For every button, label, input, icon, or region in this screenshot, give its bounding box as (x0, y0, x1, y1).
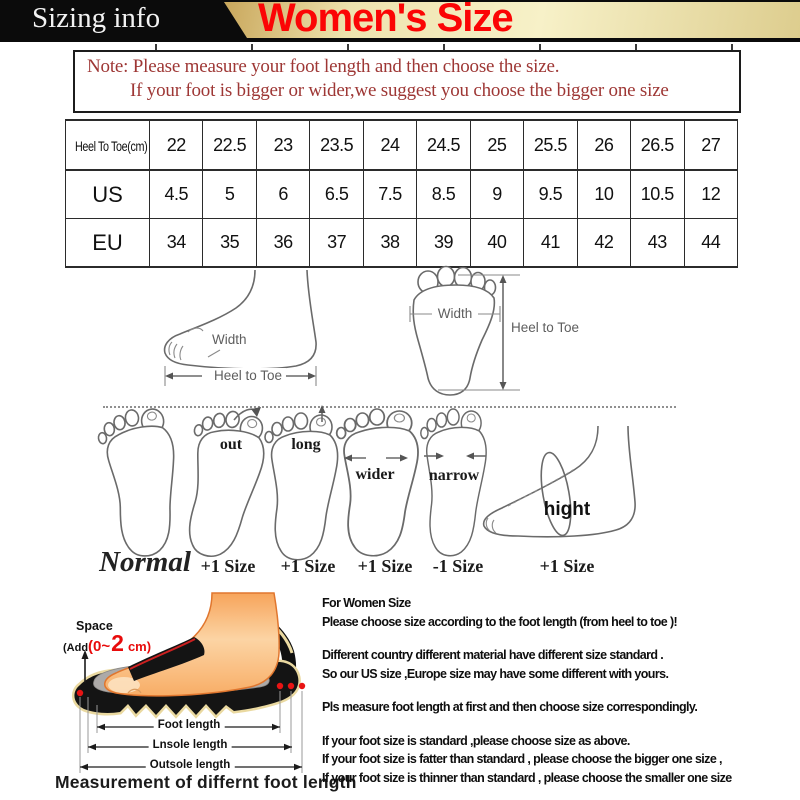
note-line-2: If your foot is bigger or wider,we suggest you choose the bigger one size (130, 80, 669, 101)
size-cell: 40 (470, 219, 523, 268)
size-cell: 23.5 (310, 120, 363, 170)
note-line-1: Note: Please measure your foot length and then choose the size. (87, 56, 560, 77)
foot-type-label-hight: hight (543, 499, 591, 520)
space-add-big: 2 (111, 630, 124, 656)
advice-line: Different country different material have different size standard . (322, 648, 664, 662)
foot-type-label-narrow: narrow (428, 467, 480, 484)
size-cell: 9 (470, 170, 523, 219)
size-cell: 4.5 (150, 170, 203, 219)
table-row (66, 219, 738, 268)
row-label: EU (66, 219, 150, 268)
foot-length-label: Foot length (154, 719, 225, 731)
size-cell: 44 (684, 219, 737, 268)
advice-line (322, 631, 800, 646)
size-cell: 25 (470, 120, 523, 170)
advice-line: So our US size ,Europe size may have some different with yours. (322, 666, 669, 681)
row-label: US (66, 170, 150, 219)
advice-line: For Women Size (322, 596, 411, 610)
space-add-red: (0~ (88, 638, 111, 655)
advice-line (322, 717, 800, 732)
advice-line: Pls measure foot length at first and then choose size correspondingly. (322, 700, 698, 714)
header-left-label: Sizing info (32, 2, 161, 34)
size-adjust-normal: Normal (99, 546, 191, 578)
row-label: Heel To Toe(cm) (66, 120, 150, 170)
size-cell: 6.5 (310, 170, 363, 219)
size-cell: 34 (150, 219, 203, 268)
foot-normal (104, 406, 182, 556)
size-cell: 10.5 (631, 170, 684, 219)
insole-length-label: Lnsole length (149, 739, 232, 751)
size-cell: 26 (577, 120, 630, 170)
size-cell: 36 (256, 219, 309, 268)
foot-type-label-wider: wider (355, 466, 395, 483)
size-cell: 27 (684, 120, 737, 170)
page-title: Women's Size (258, 0, 513, 40)
size-cell: 6 (256, 170, 309, 219)
size-table-body (66, 120, 738, 267)
size-cell: 43 (631, 219, 684, 268)
sole-length-label: Heel to Toe (511, 320, 580, 335)
advice-text (322, 594, 800, 787)
table-row (66, 120, 738, 170)
size-cell: 8.5 (417, 170, 470, 219)
size-adjust-out: +1 Size (200, 556, 256, 576)
size-table (65, 119, 738, 268)
size-cell: 26.5 (631, 120, 684, 170)
advice-line: If your foot size is thinner than standard , please choose the smaller one size (322, 770, 732, 785)
size-cell: 38 (363, 219, 416, 268)
size-cell: 9.5 (524, 170, 577, 219)
size-cell: 10 (577, 170, 630, 219)
foot-long (264, 404, 342, 556)
size-cell: 39 (417, 219, 470, 268)
side-length-label: Heel to Toe (210, 368, 286, 383)
size-adjust-long: +1 Size (280, 556, 336, 576)
space-label: Space (76, 619, 113, 633)
size-cell: 41 (524, 219, 577, 268)
advice-line (322, 683, 800, 698)
size-cell: 22.5 (203, 120, 256, 170)
outsole-length-label: Outsole length (146, 759, 235, 771)
space-add-label (63, 630, 151, 657)
size-cell: 24.5 (417, 120, 470, 170)
note-box (73, 50, 741, 113)
size-cell: 5 (203, 170, 256, 219)
size-cell: 22 (150, 120, 203, 170)
size-cell: 23 (256, 120, 309, 170)
size-cell: 24 (363, 120, 416, 170)
advice-line: Please choose size according to the foot length (from heel to toe )! (322, 614, 678, 629)
sole-width-label: Width (434, 306, 477, 321)
space-add-suffix: cm) (127, 639, 152, 654)
size-cell: 42 (577, 219, 630, 268)
size-cell: 35 (203, 219, 256, 268)
size-cell: 12 (684, 170, 737, 219)
advice-line: If your foot size is fatter than standard , please choose the bigger one size , (322, 752, 722, 766)
size-adjust-wider: +1 Size (357, 556, 413, 576)
space-add-prefix: (Add (63, 642, 89, 654)
advice-line: If your foot size is standard ,please choose size as above. (322, 733, 630, 748)
size-cell: 7.5 (363, 170, 416, 219)
foot-hight (478, 426, 646, 544)
foot-out (186, 404, 264, 556)
foot-type-label-long: long (291, 436, 321, 453)
side-width-label: Width (212, 332, 247, 347)
size-cell: 37 (310, 219, 363, 268)
foot-type-label-out: out (219, 436, 243, 453)
table-row (66, 170, 738, 219)
size-adjust-hight: +1 Size (539, 556, 595, 576)
diagram-caption: Measurement of differnt foot length (55, 772, 357, 792)
size-cell: 25.5 (524, 120, 577, 170)
size-adjust-narrow: -1 Size (432, 556, 484, 576)
